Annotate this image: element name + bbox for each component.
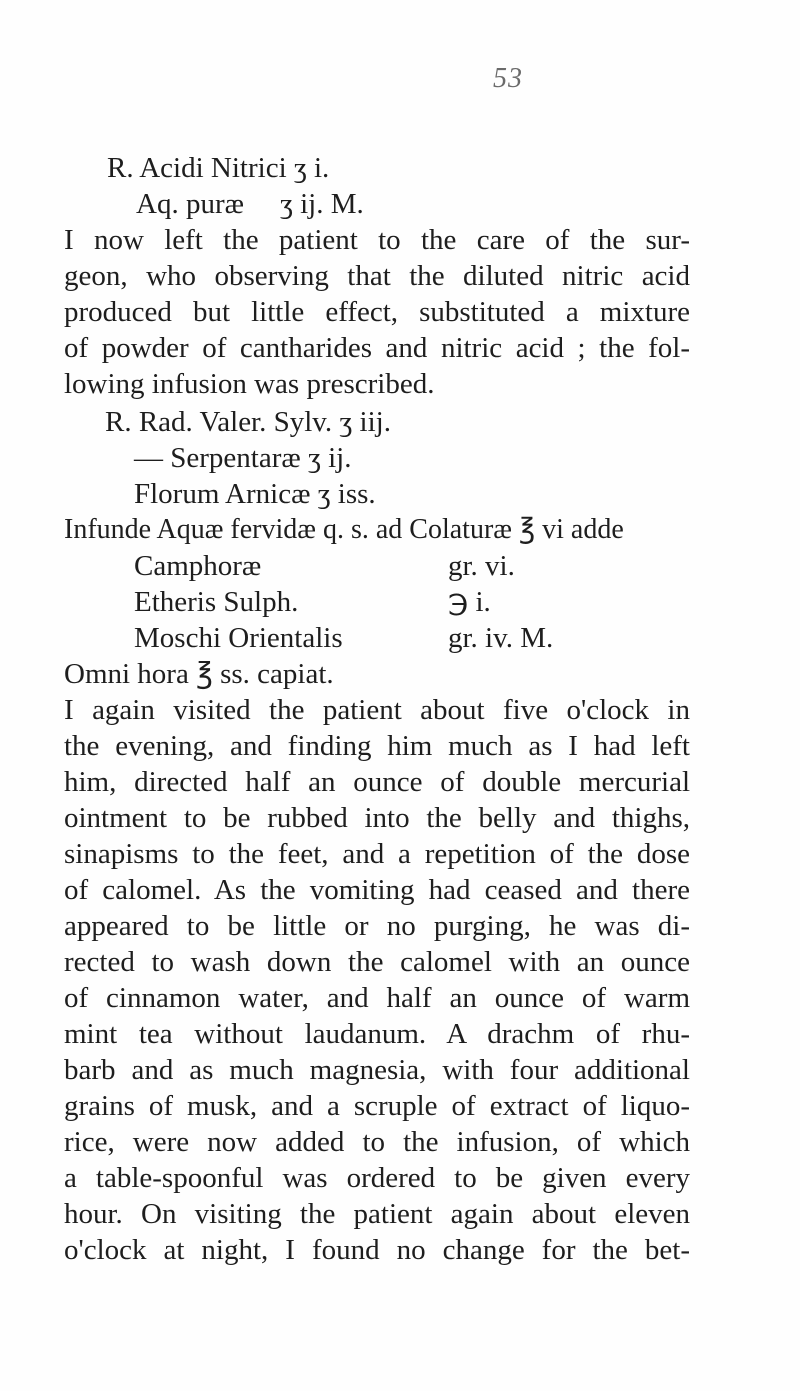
- prescription-item-dose: gr. iv. M.: [448, 622, 554, 654]
- prescription-1-line-2: [136, 186, 696, 222]
- paragraph-1-line: of powder of cantharides and nitric acid ; the fol-: [64, 332, 690, 364]
- paragraph-2-line: I again visited the patient about five o'clock in: [64, 694, 690, 726]
- prescription-2-line-4: Infunde Aquæ fervidæ q. s. ad Colaturæ ℥ vi adde: [64, 514, 624, 545]
- paragraph-2-line: grains of musk, and a scruple of extract of liquo-: [64, 1090, 690, 1122]
- prescription-1-ingredient: Aq. puræ: [136, 188, 244, 220]
- paragraph-2-line: sinapisms to the feet, and a repetition of the dose: [64, 838, 690, 870]
- prescription-2-directions: Omni hora ℥ ss. capiat.: [64, 658, 334, 690]
- prescription-item-dose: gr. vi.: [448, 550, 515, 582]
- paragraph-2-line: appeared to be little or no purging, he was di-: [64, 910, 690, 942]
- paragraph-2-line: ointment to be rubbed into the belly and thighs,: [64, 802, 690, 834]
- paragraph-2-line: o'clock at night, I found no change for the bet-: [64, 1234, 690, 1266]
- prescription-2-line-3: Florum Arnicæ ʒ iss.: [134, 478, 376, 510]
- prescription-1-dose: ʒ ij. M.: [280, 188, 364, 220]
- paragraph-1-line: I now left the patient to the care of the sur-: [64, 224, 690, 256]
- paragraph-1-line: geon, who observing that the diluted nitric acid: [64, 260, 690, 292]
- prescription-item-name: Etheris Sulph.: [134, 586, 299, 618]
- paragraph-2-line: of calomel. As the vomiting had ceased and there: [64, 874, 690, 906]
- page-number: 53: [493, 63, 523, 94]
- paragraph-2-line: hour. On visiting the patient again about eleven: [64, 1198, 690, 1230]
- prescription-2-item: [134, 548, 694, 584]
- prescription-item-name: Camphoræ: [134, 550, 262, 582]
- paragraph-2-line: of cinnamon water, and half an ounce of warm: [64, 982, 690, 1014]
- paragraph-1-line: lowing infusion was prescribed.: [64, 368, 435, 400]
- prescription-item-name: Moschi Orientalis: [134, 622, 343, 654]
- prescription-item-dose: ℈ i.: [448, 586, 491, 618]
- paragraph-2-line: rice, were now added to the infusion, of which: [64, 1126, 690, 1158]
- paragraph-2-line: a table-spoonful was ordered to be given every: [64, 1162, 690, 1194]
- paragraph-2-line: rected to wash down the calomel with an ounce: [64, 946, 690, 978]
- prescription-2-line-1: R. Rad. Valer. Sylv. ʒ iij.: [105, 406, 391, 438]
- paragraph-2-line: the evening, and finding him much as I had left: [64, 730, 690, 762]
- prescription-1-line-1: R. Acidi Nitrici ʒ i.: [107, 152, 330, 184]
- paragraph-1-line: produced but little effect, substituted a mixture: [64, 296, 690, 328]
- prescription-2-line-2: — Serpentaræ ʒ ij.: [134, 442, 352, 474]
- prescription-2-item: [134, 620, 694, 656]
- paragraph-2-line: barb and as much magnesia, with four additional: [64, 1054, 690, 1086]
- prescription-2-item: [134, 584, 694, 620]
- paragraph-2-line: him, directed half an ounce of double mercurial: [64, 766, 690, 798]
- paragraph-2-line: mint tea without laudanum. A drachm of rhu-: [64, 1018, 690, 1050]
